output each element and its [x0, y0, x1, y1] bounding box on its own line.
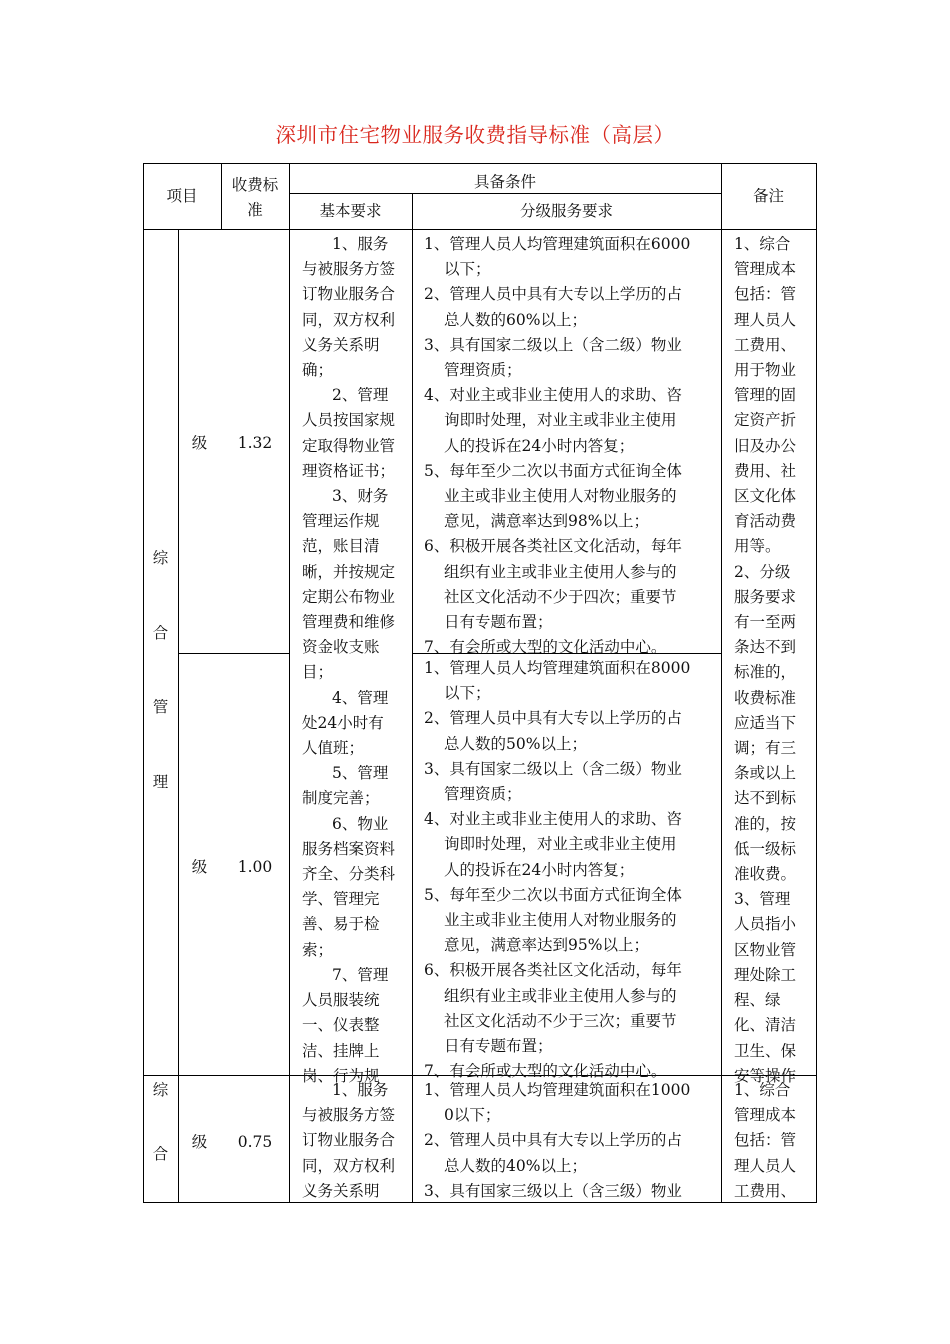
- text-line: 6、积极开展各类社区文化活动，每年: [424, 537, 682, 556]
- text-line: 育活动费: [734, 512, 797, 531]
- text-line: 义务关系明: [302, 335, 380, 354]
- text-line: 以下；: [444, 260, 491, 279]
- text-line: 旧及办公: [734, 436, 797, 455]
- text-line: 管理资质；: [444, 785, 522, 804]
- text-line: 工费用、: [734, 335, 797, 354]
- text-line: 人的投诉在24小时内答复；: [444, 860, 635, 879]
- text-line: 低一级标: [734, 839, 797, 858]
- text-line: 意见，满意率达到95%以上；: [444, 936, 649, 955]
- text-line: 一、仪表整: [302, 1016, 380, 1035]
- text-line: 以下；: [444, 684, 491, 703]
- text-line: 4、对业主或非业主使用人的求助、咨: [424, 386, 682, 405]
- text-line: 包括：管: [734, 285, 797, 304]
- text-line: 社区文化活动不少于四次；重要节: [444, 587, 677, 606]
- text-line: 3、具有国家二级以上（含二级）物业: [424, 759, 682, 778]
- graded-requirements-grade2: [424, 656, 720, 1081]
- text-line: 处24小时有: [302, 713, 384, 732]
- grade-fee: 1.32: [237, 434, 273, 452]
- text-line: 3、具有国家二级以上（含二级）物业: [424, 335, 682, 354]
- text-line: 意见，满意率达到98%以上；: [444, 512, 649, 531]
- text-line: 2、管理: [332, 386, 389, 405]
- category-char: 合: [152, 1145, 169, 1163]
- text-line: 与被服务方签: [302, 1106, 396, 1125]
- document-title: 深圳市住宅物业服务收费指导标准（高层）: [275, 123, 675, 147]
- text-line: 4、对业主或非业主使用人的求助、咨: [424, 810, 682, 829]
- text-line: 管理的固: [734, 386, 797, 405]
- text-line: 人的投诉在24小时内答复；: [444, 436, 635, 455]
- basic-requirements-section2: [302, 1078, 411, 1202]
- text-line: 有一至两: [734, 613, 797, 632]
- graded-requirements-grade1: [424, 232, 720, 657]
- text-line: 1、管理人员人均管理建筑面积在6000: [424, 235, 691, 253]
- text-line: 调；有三: [734, 739, 797, 758]
- text-line: 1、服务: [332, 1081, 389, 1099]
- graded-requirements-section2: [424, 1078, 720, 1202]
- text-line: 确；: [302, 361, 334, 380]
- text-line: 同，双方权利: [302, 1156, 396, 1175]
- text-line: 齐全、分类科: [302, 865, 396, 884]
- text-line: 1、综合: [734, 235, 791, 253]
- text-line: 同，双方权利: [302, 310, 396, 329]
- text-line: 6、物业: [332, 814, 389, 833]
- text-line: 理资格证书；: [302, 461, 396, 480]
- text-line: 总人数的60%以上；: [444, 310, 587, 329]
- text-line: 范，账目清: [302, 537, 380, 556]
- grade-level: 级: [191, 434, 208, 452]
- text-line: 2、管理人员中具有大专以上学历的占: [424, 1131, 682, 1150]
- text-line: 4、管理: [332, 688, 389, 707]
- text-line: 人值班；: [302, 739, 365, 758]
- text-line: 达不到标: [734, 789, 797, 808]
- text-line: 业主或非业主使用人对物业服务的: [444, 911, 677, 930]
- text-line: 总人数的50%以上；: [444, 734, 587, 753]
- text-line: 善、易于检: [302, 915, 380, 934]
- text-line: 制度完善；: [302, 789, 380, 808]
- text-line: 5、每年至少二次以书面方式征询全体: [424, 461, 682, 480]
- text-line: 索；: [302, 940, 334, 959]
- text-line: 资金收支账: [302, 638, 380, 657]
- basic-requirements: [302, 232, 411, 1085]
- text-line: 日有专题布置；: [444, 613, 553, 632]
- text-line: 应适当下: [734, 713, 797, 732]
- text-line: 卫生、保: [734, 1041, 797, 1060]
- remarks-section2: [734, 1078, 815, 1202]
- text-line: 理人员人: [734, 310, 797, 329]
- text-line: 理处除工: [734, 965, 797, 984]
- text-line: 日有专题布置；: [444, 1037, 553, 1056]
- text-line: 条达不到: [734, 638, 797, 657]
- text-line: 定资产折: [734, 411, 797, 430]
- text-line: 3、财务: [332, 487, 389, 506]
- text-line: 收费标准: [734, 688, 797, 707]
- text-line: 晰，并按规定: [302, 562, 396, 581]
- text-line: 定期公布物业: [302, 587, 396, 606]
- text-line: 标准的，: [734, 663, 797, 682]
- text-line: 化、清洁: [734, 1016, 797, 1035]
- header-graded: 分级服务要求: [519, 202, 613, 220]
- text-line: 组织有业主或非业主使用人参与的: [444, 562, 677, 581]
- text-line: 岗、行为规: [302, 1066, 380, 1085]
- text-line: 工费用、: [734, 1181, 797, 1200]
- text-line: 包括：管: [734, 1131, 797, 1150]
- text-line: 费用、社: [734, 461, 797, 480]
- header-basic: 基本要求: [319, 202, 382, 220]
- text-line: 管理成本: [734, 1106, 797, 1125]
- text-line: 目；: [302, 663, 334, 682]
- text-line: 洁、挂牌上: [302, 1041, 380, 1060]
- text-line: 询即时处理，对业主或非业主使用: [444, 835, 677, 854]
- grade-fee: 0.75: [237, 1133, 273, 1151]
- text-line: 人员按国家规: [302, 411, 396, 430]
- text-line: 区物业管: [734, 940, 797, 959]
- grade-level: 级: [191, 858, 208, 876]
- text-line: 询即时处理，对业主或非业主使用: [444, 411, 677, 430]
- text-line: 1、管理人员人均管理建筑面积在1000: [424, 1081, 691, 1099]
- text-line: 0以下；: [444, 1106, 501, 1125]
- text-line: 服务档案资料: [302, 839, 396, 858]
- text-line: 准的，按: [734, 814, 797, 833]
- grade-level: 级: [191, 1133, 208, 1151]
- text-line: 准收费。: [734, 865, 797, 884]
- header-fee-line2: 准: [247, 201, 263, 219]
- text-line: 7、有会所或大型的文化活动中心。: [424, 1062, 667, 1081]
- text-line: 理人员人: [734, 1156, 797, 1175]
- text-line: 7、有会所或大型的文化活动中心。: [424, 638, 667, 657]
- text-line: 6、积极开展各类社区文化活动，每年: [424, 961, 682, 980]
- text-line: 管理成本: [734, 260, 797, 279]
- text-line: 2、分级: [734, 562, 791, 581]
- text-line: 与被服务方签: [302, 260, 396, 279]
- category-char: 合: [152, 624, 169, 642]
- text-line: 学、管理完: [302, 890, 380, 909]
- text-line: 区文化体: [734, 487, 797, 506]
- text-line: 7、管理: [332, 965, 389, 984]
- category-char: 综: [152, 549, 169, 567]
- text-line: 义务关系明: [302, 1181, 380, 1200]
- grade-fee: 1.00: [237, 858, 273, 876]
- text-line: 5、管理: [332, 764, 389, 783]
- text-line: 5、每年至少二次以书面方式征询全体: [424, 885, 682, 904]
- text-line: 1、管理人员人均管理建筑面积在8000: [424, 659, 691, 677]
- category-char: 理: [152, 773, 169, 791]
- text-line: 定取得物业管: [302, 436, 396, 455]
- text-line: 1、综合: [734, 1081, 791, 1099]
- text-line: 订物业服务合: [302, 285, 396, 304]
- text-line: 管理运作规: [302, 512, 380, 531]
- text-line: 服务要求: [734, 587, 797, 606]
- text-line: 条或以上: [734, 764, 797, 783]
- header-fee-line1: 收费标: [231, 176, 279, 194]
- text-line: 订物业服务合: [302, 1131, 396, 1150]
- text-line: 人员服装统: [302, 991, 380, 1010]
- text-line: 用于物业: [734, 361, 797, 380]
- text-line: 2、管理人员中具有大专以上学历的占: [424, 285, 682, 304]
- text-line: 安等操作: [734, 1066, 797, 1085]
- text-line: 总人数的40%以上；: [444, 1156, 587, 1175]
- text-line: 组织有业主或非业主使用人参与的: [444, 986, 677, 1005]
- text-line: 管理费和维修: [302, 613, 396, 632]
- text-line: 1、服务: [332, 235, 389, 253]
- remarks: [734, 232, 815, 1085]
- text-line: 程、绿: [734, 991, 781, 1010]
- text-line: 人员指小: [734, 915, 797, 934]
- text-line: 社区文化活动不少于三次；重要节: [444, 1011, 677, 1030]
- text-line: 3、具有国家三级以上（含三级）物业: [424, 1181, 682, 1200]
- category-char: 管: [152, 698, 169, 716]
- text-line: 用等。: [734, 537, 781, 556]
- header-project: 项目: [166, 187, 198, 205]
- text-line: 管理资质；: [444, 361, 522, 380]
- header-remarks: 备注: [752, 187, 784, 205]
- text-line: 2、管理人员中具有大专以上学历的占: [424, 709, 682, 728]
- header-conditions: 具备条件: [473, 173, 536, 191]
- text-line: 3、管理: [734, 890, 791, 909]
- category-char: 综: [152, 1081, 169, 1099]
- text-line: 业主或非业主使用人对物业服务的: [444, 487, 677, 506]
